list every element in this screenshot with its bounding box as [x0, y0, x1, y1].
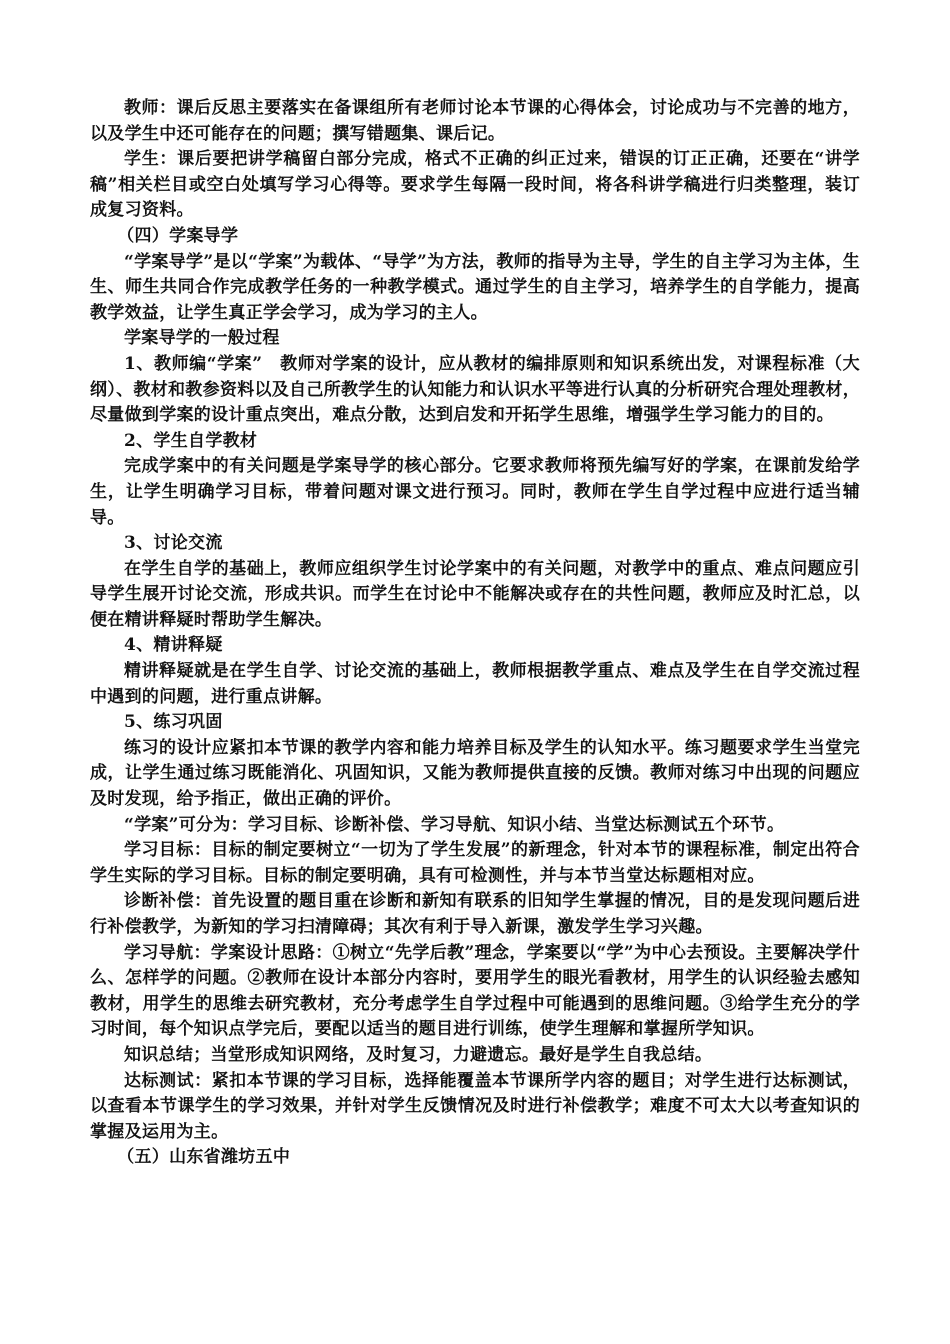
- paragraph-step-1: 1、教师编“学案” 教师对学案的设计，应从教材的编排原则和知识系统出发，对课程标准（大纲）、教材和教参资料以及自己所教学生的认知能力和认识水平等进行认真的分析研究合理处理教材，尽量做到学案的设计重点突出，难点分散，达到启发和开拓学生思维，增强学生学习能力的目的。: [90, 353, 860, 426]
- paragraph-step-3: 在学生自学的基础上，教师应组织学生讨论学案中的有关问题，对教学中的重点、难点问题应引导学生展开讨论交流，形成共识。而学生在讨论中不能解决或存在的共性问题，教师应及时汇总，以便在精讲释疑时帮助学生解决。: [90, 558, 860, 630]
- paragraph-step-2: 完成学案中的有关问题是学案导学的核心部分。它要求教师将预先编写好的学案，在课前发给学生，让学生明确学习目标，带着问题对课文进行预习。同时，教师在学生自学过程中应进行适当辅导。: [90, 456, 860, 528]
- paragraph-standard-test: 达标测试：紧扣本节课的学习目标，选择能覆盖本节课所学内容的题目；对学生进行达标测试，以查看本节课学生的学习效果，并针对学生反馈情况及时进行补偿教学；难度不可太大以考查知识的掌握及运用为主。: [90, 1070, 860, 1142]
- paragraph-learning-goals: 学习目标：目标的制定要树立“一切为了学生发展”的新理念，针对本节的课程标准，制定出符合学生实际的学习目标。目标的制定要明确，具有可检测性，并与本节当堂达标题相对应。: [90, 840, 860, 886]
- paragraph-learning-navigation: 学习导航：学案设计思路：①树立“先学后教”理念，学案要以“学”为中心去预设。主要解决学什么、怎样学的问题。②教师在设计本部分内容时，要用学生的眼光看教材，用学生的认识经验去感知教材，用学生的思维去研究教材，充分考虑学生自学过程中可能遇到的思维问题。③给学生充分的学习时间，每个知识点学完后，要配以适当的题目进行训练，使学生理解和掌握所学知识。: [90, 942, 860, 1040]
- paragraph-step-4: 精讲释疑就是在学生自学、讨论交流的基础上，教师根据教学重点、难点及学生在自学交流过程中遇到的问题，进行重点讲解。: [90, 661, 860, 707]
- paragraph-teacher-reflection: 教师：课后反思主要落实在备课组所有老师讨论本节课的心得体会，讨论成功与不完善的地方，以及学生中还可能存在的问题；撰写错题集、课后记。: [90, 98, 860, 144]
- subheading-step-3: 3、讨论交流: [124, 533, 223, 554]
- paragraph-five-parts: “学案”可分为：学习目标、诊断补偿、学习导航、知识小结、当堂达标测试五个环节。: [124, 814, 785, 835]
- subheading-general-process: 学案导学的一般过程: [124, 328, 280, 349]
- subheading-step-4: 4、精讲释疑: [124, 635, 223, 656]
- section-heading-5: （五）山东省潍坊五中: [117, 1147, 291, 1168]
- section-heading-4: （四）学案导学: [117, 225, 239, 246]
- paragraph-diagnosis: 诊断补偿：首先设置的题目重在诊断和新知有联系的旧知学生掌握的情况，目的是发现问题后进行补偿教学，为新知的学习扫清障碍；其次有利于导入新课，激发学生学习兴趣。: [90, 891, 860, 937]
- paragraph-step-5: 练习的设计应紧扣本节课的教学内容和能力培养目标及学生的认知水平。练习题要求学生当堂完成，让学生通过练习既能消化、巩固知识，又能为教师提供直接的反馈。教师对练习中出现的问题应及时发现，给予指正，做出正确的评价。: [90, 737, 860, 810]
- subheading-step-2: 2、学生自学教材: [124, 430, 258, 451]
- paragraph-guided-learning-definition: “学案导学”是以“学案”为载体、“导学”为方法，教师的指导为主导，学生的自主学习为主体，生生、师生共同合作完成教学任务的一种教学模式。通过学生的自主学习，培养学生的自学能力，提高教学效益，让学生真正学会学习，成为学习的主人。: [90, 251, 860, 323]
- paragraph-student-after-class: 学生：课后要把讲学稿留白部分完成，格式不正确的纠正过来，错误的订正正确，还要在“讲学稿”相关栏目或空白处填写学习心得等。要求学生每隔一段时间，将各科讲学稿进行归类整理，装订成复习资料。: [90, 149, 860, 221]
- paragraph-knowledge-summary: 知识总结；当堂形成知识网络，及时复习，力避遗忘。最好是学生自我总结。: [124, 1044, 713, 1065]
- subheading-step-5: 5、练习巩固: [124, 712, 223, 733]
- document-body: [90, 96, 860, 1171]
